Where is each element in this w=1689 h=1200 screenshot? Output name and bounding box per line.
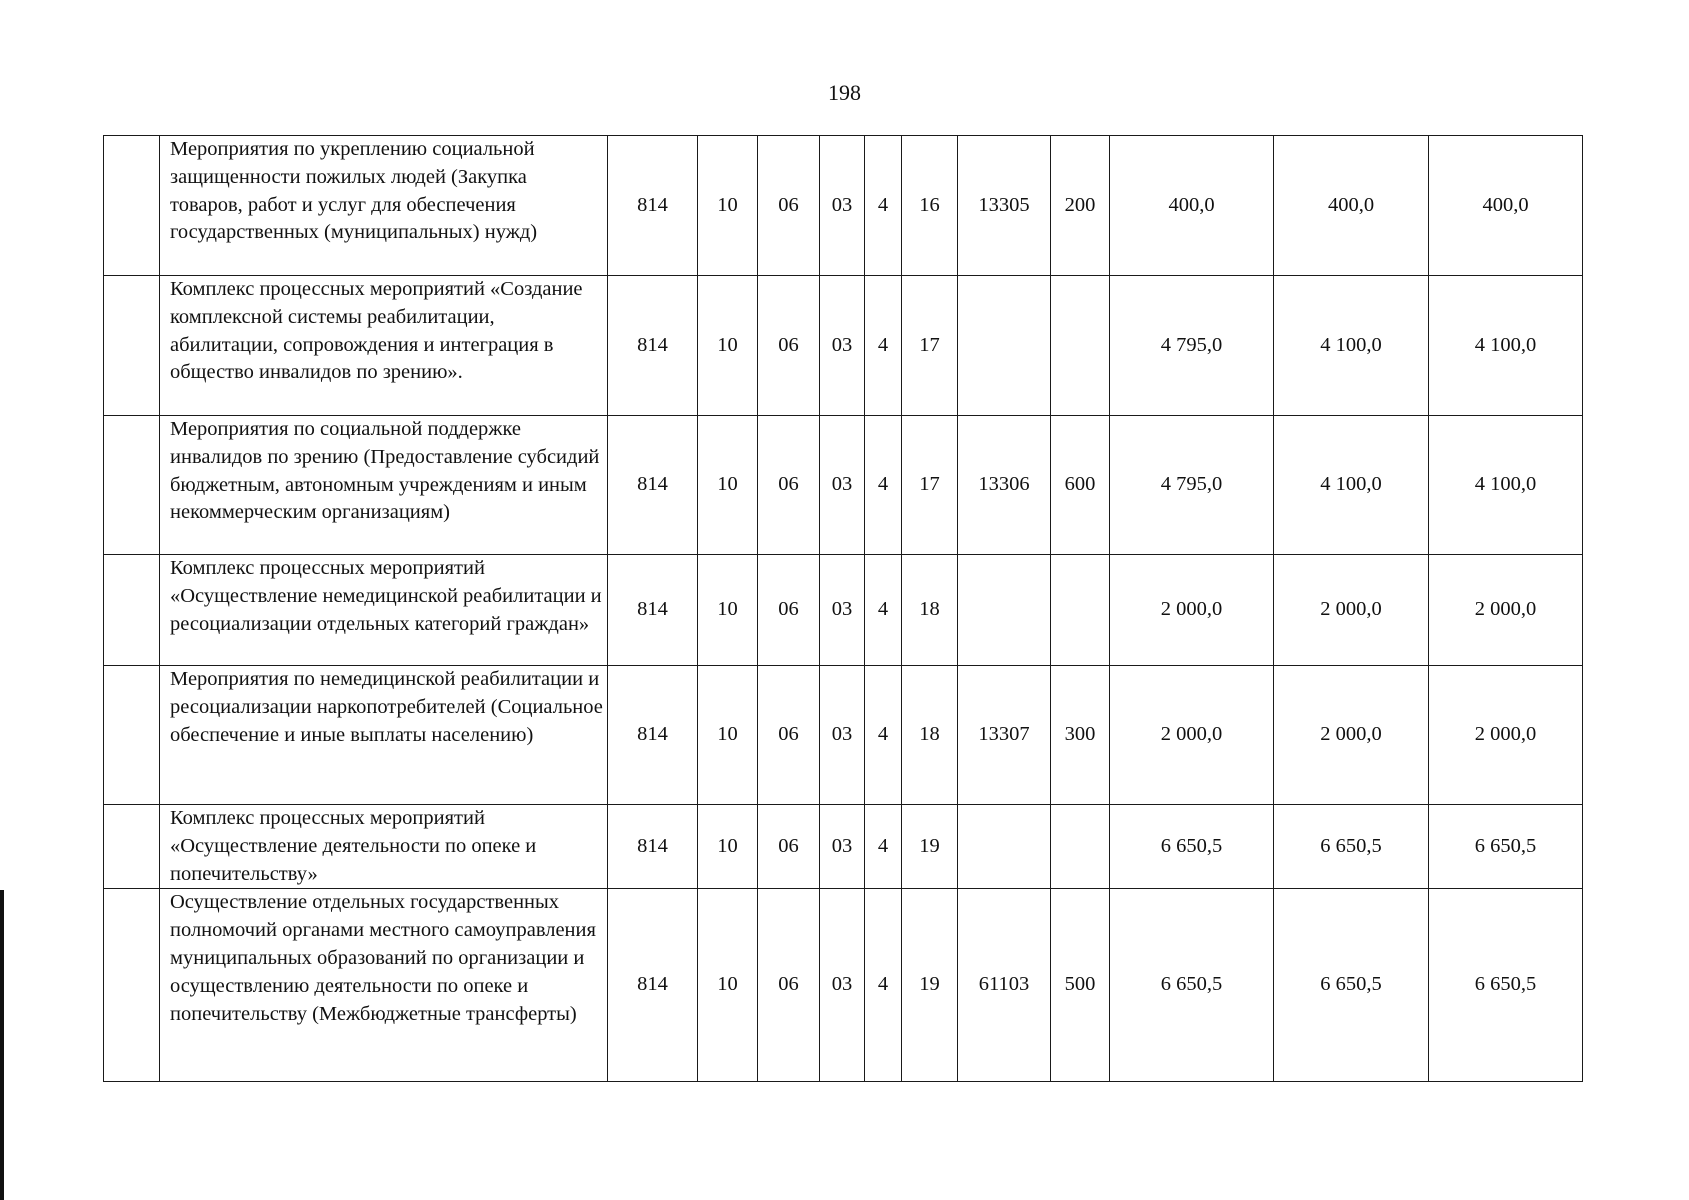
table-body xyxy=(104,136,1583,1082)
amount-year1-cell: 2 000,0 xyxy=(1110,555,1274,666)
section-cell: 10 xyxy=(698,805,758,889)
direction-code-cell: 61103 xyxy=(958,889,1051,1082)
event-cell: 19 xyxy=(902,805,958,889)
subprogram-type-cell: 4 xyxy=(865,889,902,1082)
section-cell: 10 xyxy=(698,276,758,416)
table-row xyxy=(104,555,1583,666)
row-number-cell xyxy=(104,666,160,805)
expense-type-cell: 500 xyxy=(1051,889,1110,1082)
amount-year2-cell: 4 100,0 xyxy=(1274,276,1429,416)
amount-year1-cell: 4 795,0 xyxy=(1110,416,1274,555)
description-cell: Комплекс процессных мероприятий «Создание комплексной системы реабилитации, абилитации, сопровождения и интеграция в общество инвалидов по зрению». xyxy=(160,276,608,416)
direction-code-cell xyxy=(958,555,1051,666)
row-number-cell xyxy=(104,805,160,889)
event-cell: 16 xyxy=(902,136,958,276)
description-cell: Комплекс процессных мероприятий «Осуществление немедицинской реабилитации и ресоциализации отдельных категорий граждан» xyxy=(160,555,608,666)
section-cell: 10 xyxy=(698,889,758,1082)
program-cell: 03 xyxy=(820,136,865,276)
expense-type-cell: 600 xyxy=(1051,416,1110,555)
expense-type-cell xyxy=(1051,555,1110,666)
subprogram-type-cell: 4 xyxy=(865,555,902,666)
table-row xyxy=(104,416,1583,555)
subsection-cell: 06 xyxy=(758,136,820,276)
program-cell: 03 xyxy=(820,276,865,416)
row-number-cell xyxy=(104,416,160,555)
event-cell: 17 xyxy=(902,416,958,555)
amount-year3-cell: 6 650,5 xyxy=(1429,889,1583,1082)
amount-year1-cell: 6 650,5 xyxy=(1110,889,1274,1082)
row-number-cell xyxy=(104,136,160,276)
direction-code-cell xyxy=(958,805,1051,889)
page-number: 198 xyxy=(828,80,861,105)
admin-code-cell: 814 xyxy=(608,805,698,889)
program-cell: 03 xyxy=(820,416,865,555)
table-row xyxy=(104,889,1583,1082)
subsection-cell: 06 xyxy=(758,276,820,416)
direction-code-cell: 13307 xyxy=(958,666,1051,805)
row-number-cell xyxy=(104,555,160,666)
section-cell: 10 xyxy=(698,416,758,555)
amount-year2-cell: 6 650,5 xyxy=(1274,889,1429,1082)
expense-type-cell xyxy=(1051,805,1110,889)
amount-year3-cell: 400,0 xyxy=(1429,136,1583,276)
subsection-cell: 06 xyxy=(758,416,820,555)
budget-table xyxy=(103,135,1583,1082)
margin-line xyxy=(0,890,4,1200)
expense-type-cell: 300 xyxy=(1051,666,1110,805)
amount-year1-cell: 4 795,0 xyxy=(1110,276,1274,416)
row-number-cell xyxy=(104,276,160,416)
description-cell: Мероприятия по социальной поддержке инвалидов по зрению (Предоставление субсидий бюджетным, автономным учреждениям и иным некоммерческим организациям) xyxy=(160,416,608,555)
admin-code-cell: 814 xyxy=(608,276,698,416)
amount-year3-cell: 6 650,5 xyxy=(1429,805,1583,889)
amount-year2-cell: 6 650,5 xyxy=(1274,805,1429,889)
expense-type-cell xyxy=(1051,276,1110,416)
program-cell: 03 xyxy=(820,889,865,1082)
row-number-cell xyxy=(104,889,160,1082)
section-cell: 10 xyxy=(698,555,758,666)
amount-year2-cell: 2 000,0 xyxy=(1274,666,1429,805)
subprogram-type-cell: 4 xyxy=(865,276,902,416)
event-cell: 18 xyxy=(902,666,958,805)
description-cell: Осуществление отдельных государственных полномочий органами местного самоуправления муниципальных образований по организации и осуществлению деятельности по опеке и попечительству (Межбюджетные трансферты) xyxy=(160,889,608,1082)
admin-code-cell: 814 xyxy=(608,889,698,1082)
direction-code-cell xyxy=(958,276,1051,416)
amount-year2-cell: 400,0 xyxy=(1274,136,1429,276)
expense-type-cell: 200 xyxy=(1051,136,1110,276)
admin-code-cell: 814 xyxy=(608,416,698,555)
amount-year2-cell: 2 000,0 xyxy=(1274,555,1429,666)
amount-year3-cell: 2 000,0 xyxy=(1429,555,1583,666)
event-cell: 17 xyxy=(902,276,958,416)
event-cell: 19 xyxy=(902,889,958,1082)
subsection-cell: 06 xyxy=(758,666,820,805)
section-cell: 10 xyxy=(698,666,758,805)
subprogram-type-cell: 4 xyxy=(865,136,902,276)
admin-code-cell: 814 xyxy=(608,555,698,666)
program-cell: 03 xyxy=(820,666,865,805)
section-cell: 10 xyxy=(698,136,758,276)
description-cell: Мероприятия по укреплению социальной защищенности пожилых людей (Закупка товаров, работ и услуг для обеспечения государственных (муниципальных) нужд) xyxy=(160,136,608,276)
admin-code-cell: 814 xyxy=(608,666,698,805)
amount-year1-cell: 2 000,0 xyxy=(1110,666,1274,805)
amount-year3-cell: 4 100,0 xyxy=(1429,276,1583,416)
subprogram-type-cell: 4 xyxy=(865,805,902,889)
program-cell: 03 xyxy=(820,555,865,666)
table-row xyxy=(104,805,1583,889)
table-row xyxy=(104,666,1583,805)
description-cell: Мероприятия по немедицинской реабилитации и ресоциализации наркопотребителей (Социальное обеспечение и иные выплаты населению) xyxy=(160,666,608,805)
description-cell: Комплекс процессных мероприятий «Осуществление деятельности по опеке и попечительству» xyxy=(160,805,608,889)
table-row xyxy=(104,276,1583,416)
amount-year1-cell: 400,0 xyxy=(1110,136,1274,276)
direction-code-cell: 13305 xyxy=(958,136,1051,276)
subprogram-type-cell: 4 xyxy=(865,666,902,805)
event-cell: 18 xyxy=(902,555,958,666)
table-row xyxy=(104,136,1583,276)
amount-year3-cell: 2 000,0 xyxy=(1429,666,1583,805)
subsection-cell: 06 xyxy=(758,555,820,666)
amount-year2-cell: 4 100,0 xyxy=(1274,416,1429,555)
program-cell: 03 xyxy=(820,805,865,889)
direction-code-cell: 13306 xyxy=(958,416,1051,555)
amount-year1-cell: 6 650,5 xyxy=(1110,805,1274,889)
subsection-cell: 06 xyxy=(758,805,820,889)
subprogram-type-cell: 4 xyxy=(865,416,902,555)
amount-year3-cell: 4 100,0 xyxy=(1429,416,1583,555)
subsection-cell: 06 xyxy=(758,889,820,1082)
admin-code-cell: 814 xyxy=(608,136,698,276)
